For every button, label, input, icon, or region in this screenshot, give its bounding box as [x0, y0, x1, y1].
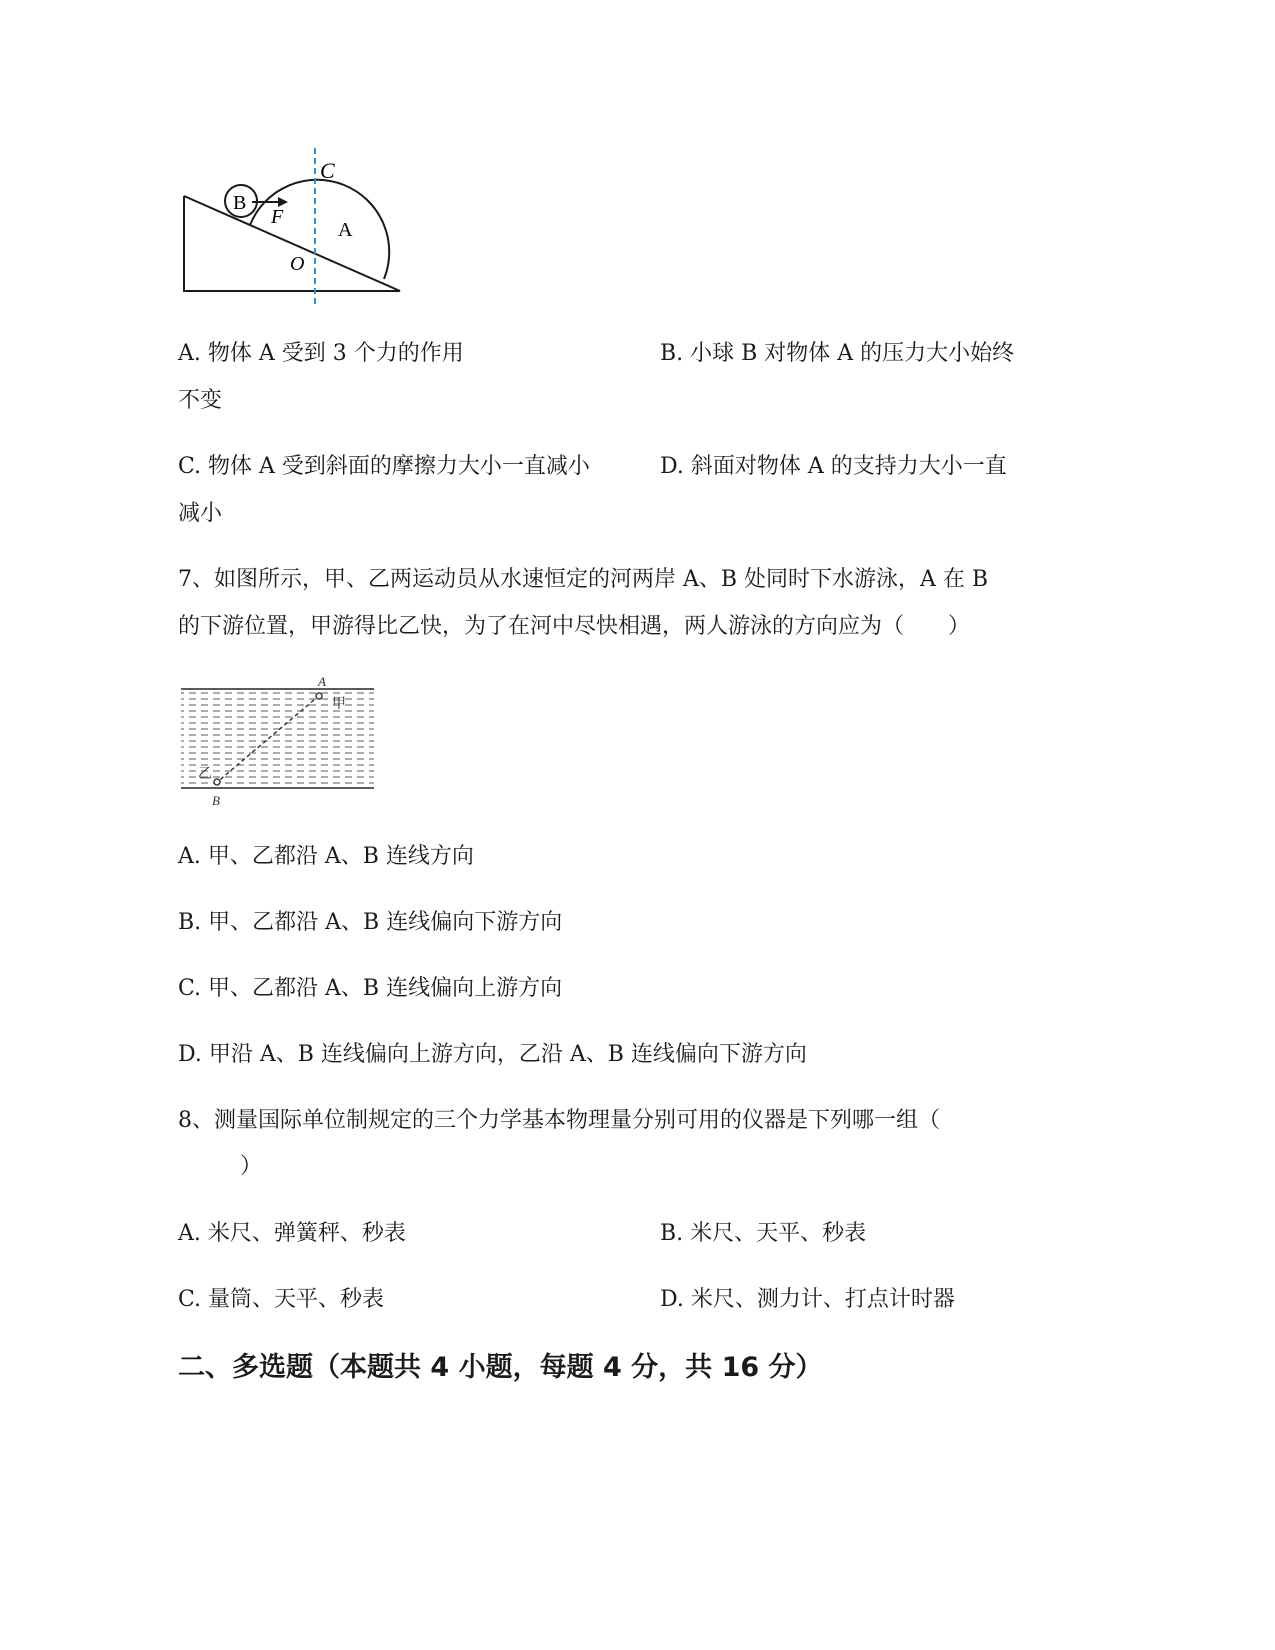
q8-option-c: C. 量筒、天平、秒表	[178, 1287, 385, 1312]
q7-stem-line1: 7、如图所示，甲、乙两运动员从水速恒定的河两岸 A、B 处同时下水游泳，A 在 B	[178, 567, 989, 592]
q6-option-d: D. 斜面对物体 A 的支持力大小一直	[660, 454, 1007, 479]
q6-option-c: C. 物体 A 受到斜面的摩擦力大小一直减小	[178, 454, 590, 479]
incline-block	[184, 196, 400, 291]
swimmer-yi-marker	[214, 779, 220, 785]
river-label-a: A	[318, 674, 326, 689]
swimmer-jia-marker	[316, 693, 322, 699]
q8-option-a: A. 米尺、弹簧秤、秒表	[178, 1221, 406, 1246]
q8-option-d: D. 米尺、测力计、打点计时器	[660, 1287, 955, 1312]
hemisphere-a-arc	[250, 180, 389, 279]
q7-option-b: B. 甲、乙都沿 A、B 连线偏向下游方向	[178, 910, 563, 935]
section-heading-multiple-choice: 二、多选题（本题共 4 小题，每题 4 分，共 16 分）	[178, 1352, 823, 1383]
river-label-jia: 甲	[332, 697, 346, 712]
label-a: A	[338, 219, 353, 241]
q7-stem-line2: 的下游位置，甲游得比乙快，为了在河中尽快相遇，两人游泳的方向应为（ ）	[178, 614, 971, 639]
label-c: C	[320, 158, 335, 183]
q7-option-a: A. 甲、乙都沿 A、B 连线方向	[178, 844, 474, 869]
label-b: B	[233, 192, 247, 214]
q6-option-b: B. 小球 B 对物体 A 的压力大小始终	[660, 341, 1015, 366]
q8-option-b: B. 米尺、天平、秒表	[660, 1221, 867, 1246]
q7-option-d: D. 甲沿 A、B 连线偏向上游方向，乙沿 A、B 连线偏向下游方向	[178, 1042, 807, 1067]
q8-stem-line2: ）	[240, 1154, 263, 1179]
q8-stem-line1: 8、测量国际单位制规定的三个力学基本物理量分别可用的仪器是下列哪一组（	[178, 1108, 940, 1133]
label-o: O	[290, 253, 305, 275]
q6-option-a: A. 物体 A 受到 3 个力的作用	[178, 341, 464, 366]
q6-option-b-continued: 不变	[178, 388, 223, 413]
q7-option-c: C. 甲、乙都沿 A、B 连线偏向上游方向	[178, 976, 563, 1001]
river-swimmers-figure	[176, 672, 382, 812]
river-label-yi: 乙	[198, 767, 212, 782]
river-label-b: B	[212, 793, 220, 808]
label-f: F	[271, 206, 284, 228]
q6-option-d-continued: 减小	[178, 501, 223, 526]
incline-hemisphere-figure	[170, 140, 420, 320]
